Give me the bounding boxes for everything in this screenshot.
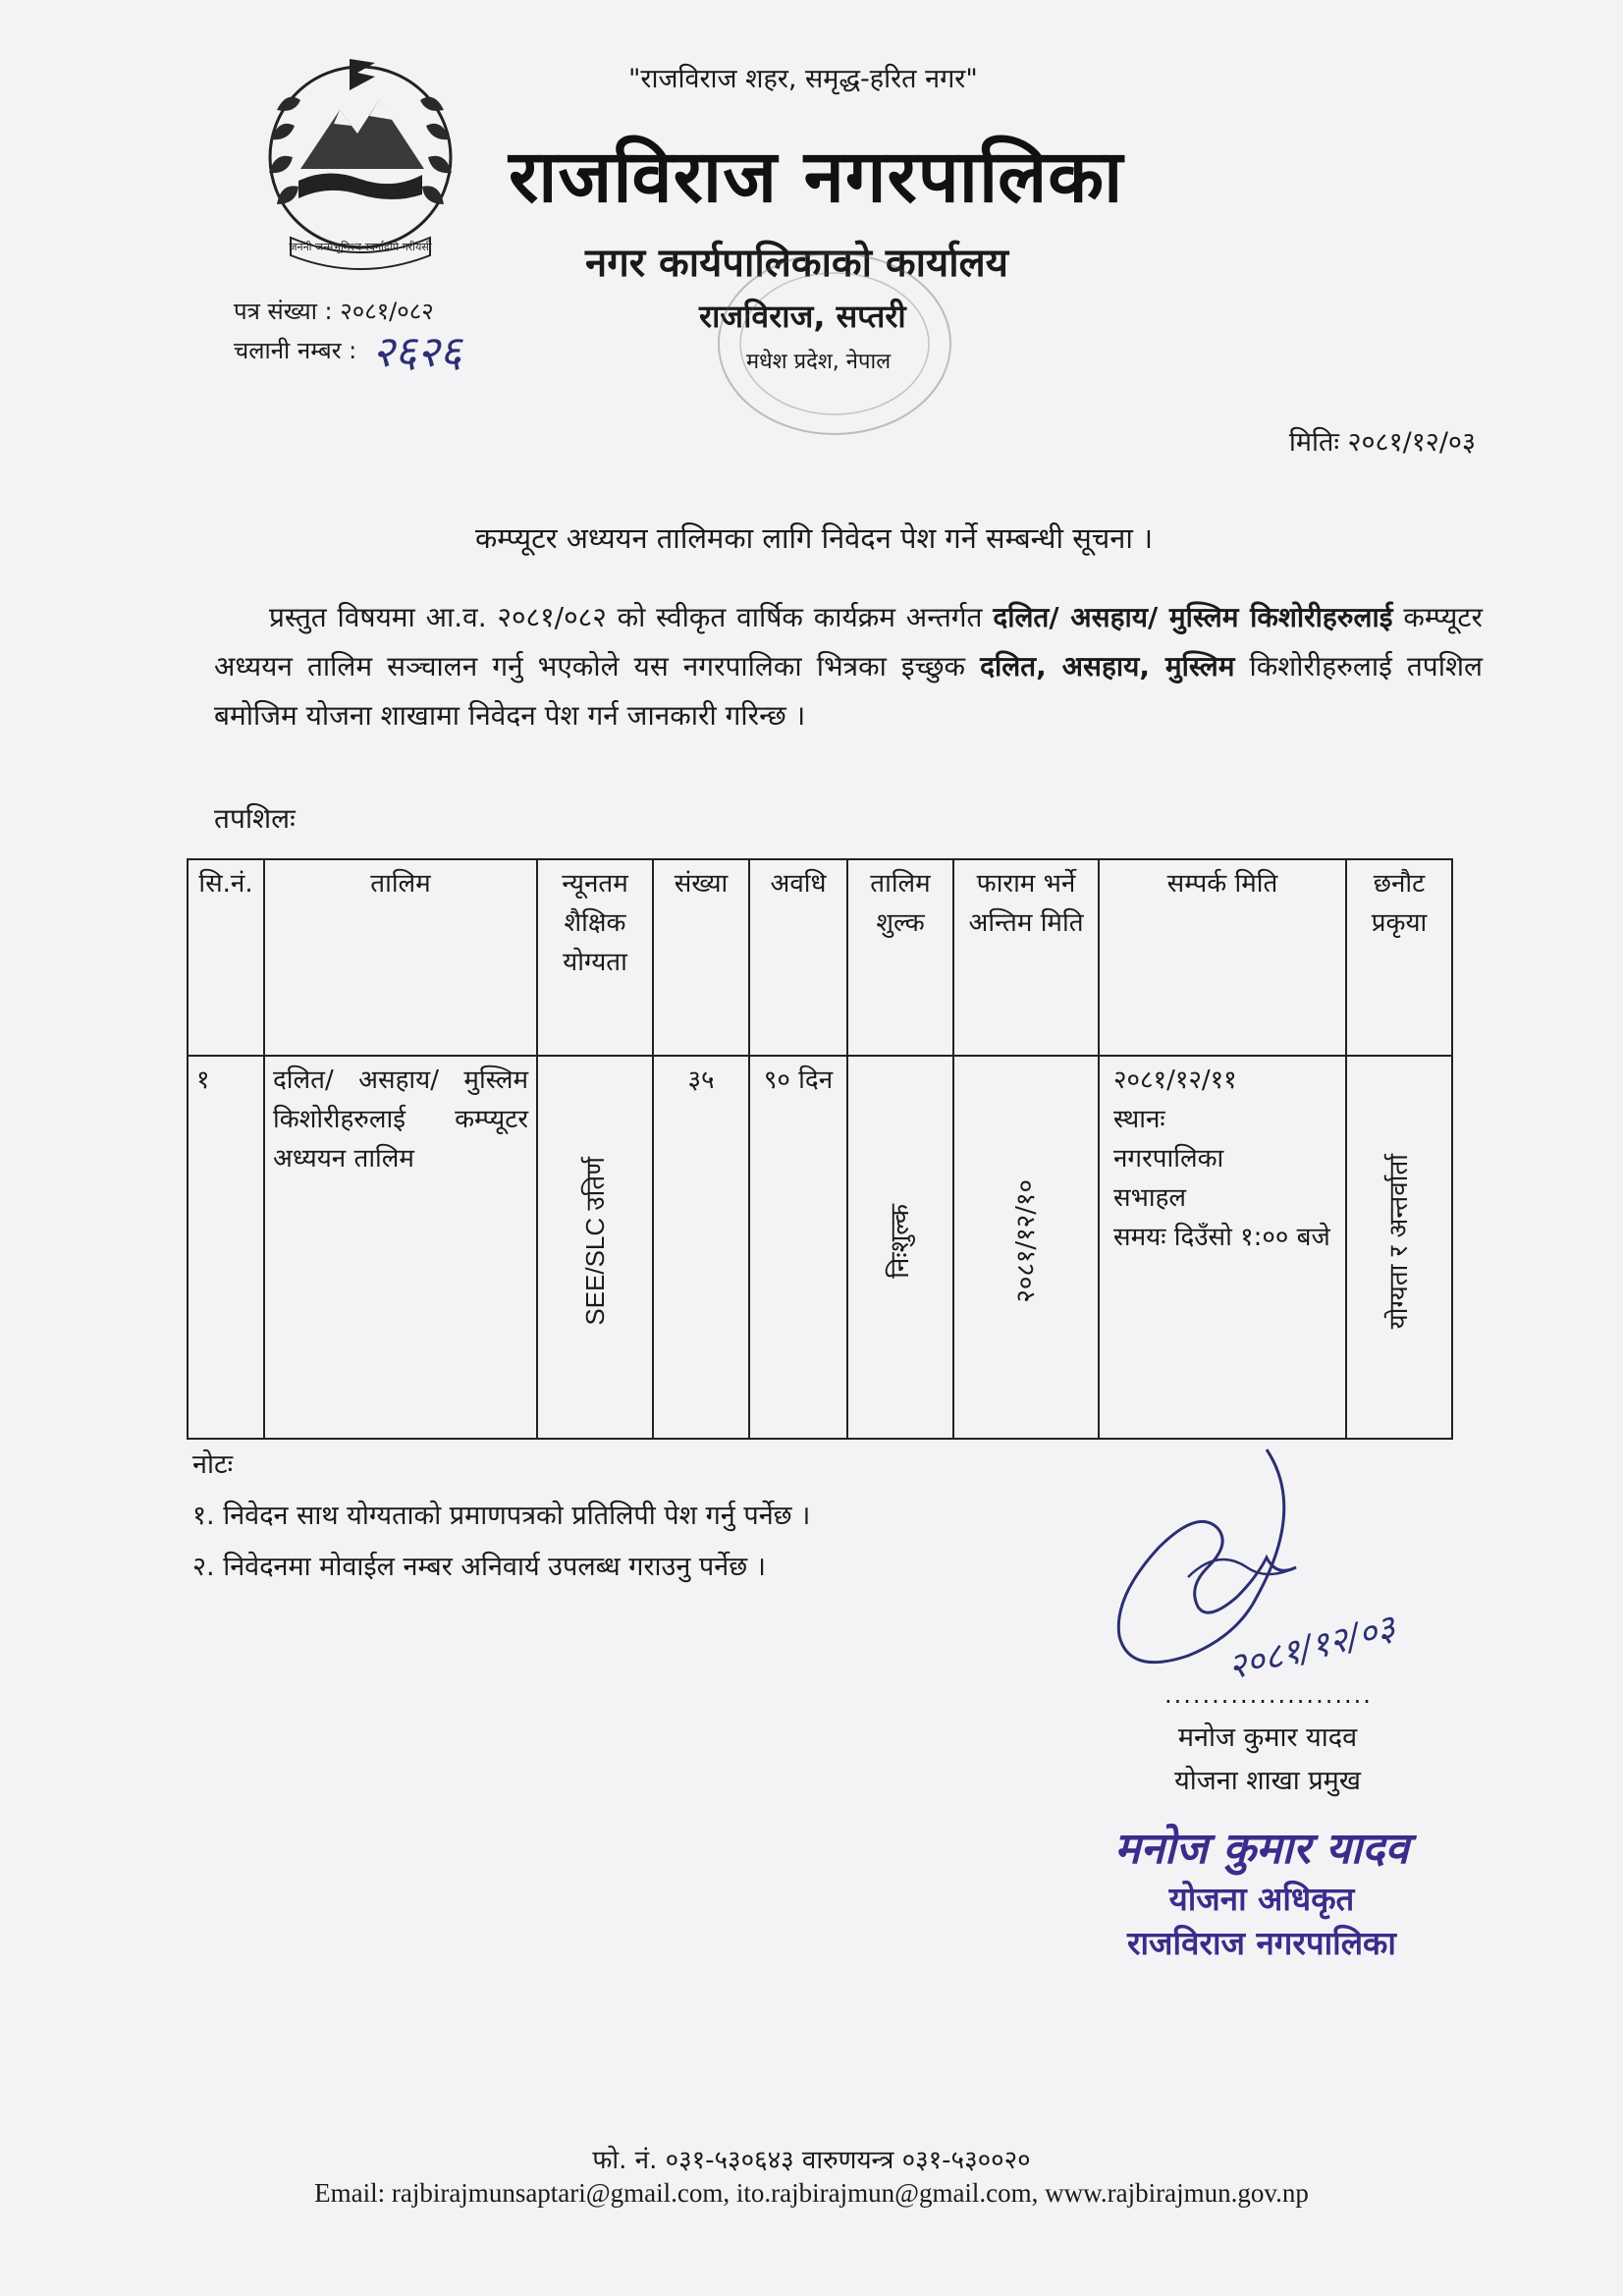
header-number: संख्या (653, 859, 749, 1056)
contact-date-value: २०८१/१२/११ (1113, 1066, 1237, 1095)
cell-form-deadline (953, 1056, 1099, 1439)
office-seal-stamp (687, 236, 982, 452)
stamp-org: राजविराज नगरपालिका (1127, 1924, 1396, 1962)
office-city: राजविराज, सप्तरी (699, 298, 906, 335)
notice-body (214, 593, 1483, 740)
stamp-name: मनोज कुमार यादव (1114, 1824, 1409, 1874)
office-province: मधेश प्रदेश, नेपाल (746, 350, 892, 374)
header-selection-process: छनौट प्रकृया (1346, 859, 1452, 1056)
emblem-motto: जननी जन्मभूमिश्च स्वर्गादपि गरीयसी (289, 241, 432, 253)
dispatch-number-label: चलानी नम्बर : (234, 337, 357, 364)
time-line (1113, 1218, 1337, 1257)
cell-number: ३५ (653, 1056, 749, 1439)
body-bold-2: दलित, असहाय, मुस्लिम (980, 650, 1235, 683)
cell-serial-number: १ (188, 1056, 264, 1439)
place-value: नगरपालिका सभाहल (1113, 1144, 1224, 1213)
header-training: तालिम (264, 859, 537, 1056)
reference-block (234, 295, 462, 377)
time-value: दिउँसो १:०० बजे (1173, 1223, 1330, 1252)
handwritten-signature (1070, 1430, 1424, 1695)
cell-training: दलित/ असहाय/ मुस्लिम किशोरीहरुलाई कम्प्यूटर अध्ययन तालिम (264, 1056, 537, 1439)
office-name: नगर कार्यपालिकाको कार्यालय (585, 241, 1008, 286)
organization-name: राजविराज नगरपालिका (509, 135, 1124, 219)
header-form-deadline: फाराम भर्ने अन्तिम मिति (953, 859, 1099, 1056)
body-text-3: किशोरीहरुलाई तपशिल बमोजिम योजना शाखामा निवेदन पेश गर्न जानकारी गरिन्छ । (214, 650, 1483, 732)
signatory-block (1155, 1717, 1380, 1803)
letter-date: मितिः २०८१/१२/०३ (1288, 427, 1476, 458)
note-item-2: २. निवेदनमा मोवाईल नम्बर अनिवार्य उपलब्ध गराउनु पर्नेछ । (192, 1552, 766, 1582)
cell-min-education (537, 1056, 653, 1439)
cell-training-fee (847, 1056, 953, 1439)
header-min-education: न्यूनतम शैक्षिक योग्यता (537, 859, 653, 1056)
body-text-1: प्रस्तुत विषयमा आ.व. २०८१/०८२ को स्वीकृत वार्षिक कार्यक्रम अन्तर्गत (269, 601, 994, 633)
notes-section (192, 1440, 810, 1593)
footer-contact: Email: rajbirajmunsaptari@gmail.com, ito.rajbirajmun@gmail.com, www.rajbirajmun.gov.np (314, 2178, 1309, 2208)
time-label: समयः (1113, 1223, 1166, 1252)
cell-duration: ९० दिन (749, 1056, 847, 1439)
stamp-title: योजना अधिकृत (1168, 1880, 1355, 1918)
letter-number-label: पत्र संख्या : (234, 298, 333, 325)
signature-dotted-line: ...................... (1164, 1681, 1373, 1709)
notice-subject: कम्प्यूटर अध्ययन तालिमका लागि निवेदन पेश गर्ने सम्बन्धी सूचना । (475, 521, 1154, 555)
training-details-table (187, 858, 1453, 1440)
deadline-text: २०८१/१२/१० (1011, 1179, 1041, 1303)
signature-date: २०८१/१२/०३ (1223, 1608, 1400, 1688)
body-text-2: कम्प्यूटर अध्ययन तालिम सञ्चालन गर्नु भएकोले यस नगरपालिका भित्रका इच्छुक (214, 601, 1483, 683)
body-bold-1: दलित/ असहाय/ मुस्लिम किशोरीहरुलाई (993, 601, 1393, 633)
cell-selection-process (1346, 1056, 1452, 1439)
header-training-fee: तालिम शुल्क (847, 859, 953, 1056)
note-item-1: १. निवेदन साथ योग्यताको प्रमाणपत्रको प्रतिलिपी पेश गर्नु पर्नेछ । (192, 1501, 811, 1531)
officer-stamp (1080, 1817, 1443, 1964)
place-label: स्थानः (1113, 1105, 1165, 1134)
nepal-emblem-logo (232, 51, 489, 277)
letter-number: २०८१/०८२ (340, 298, 434, 325)
table-caption: तपशिलः (214, 802, 296, 835)
signatory-title: योजना शाखा प्रमुख (1174, 1766, 1361, 1796)
table-header-row (188, 859, 1452, 1056)
header-duration: अवधि (749, 859, 847, 1056)
slogan: "राजविराज शहर, समृद्ध-हरित नगर" (628, 64, 978, 94)
selection-text: योग्यता र अन्तर्वार्ता (1384, 1153, 1414, 1330)
table-row (188, 1056, 1452, 1439)
letter-number-line (234, 295, 461, 328)
header-contact-date: सम्पर्क मिति (1099, 859, 1346, 1056)
education-text: SEE/SLC उतिर्ण (580, 1157, 610, 1326)
notes-label: नोटः (192, 1449, 234, 1480)
dispatch-number: २६२६ (371, 327, 462, 377)
cell-contact-date (1099, 1056, 1346, 1439)
signatory-name: मनोज कुमार यादव (1177, 1722, 1358, 1753)
header-serial-number: सि.नं. (188, 859, 264, 1056)
fee-text: निःशुल्क (886, 1204, 915, 1279)
dispatch-number-line (234, 327, 462, 377)
footer-phone: फो. नं. ०३१-५३०६४३ वारुणयन्त्र ०३१-५३००२० (592, 2146, 1031, 2175)
